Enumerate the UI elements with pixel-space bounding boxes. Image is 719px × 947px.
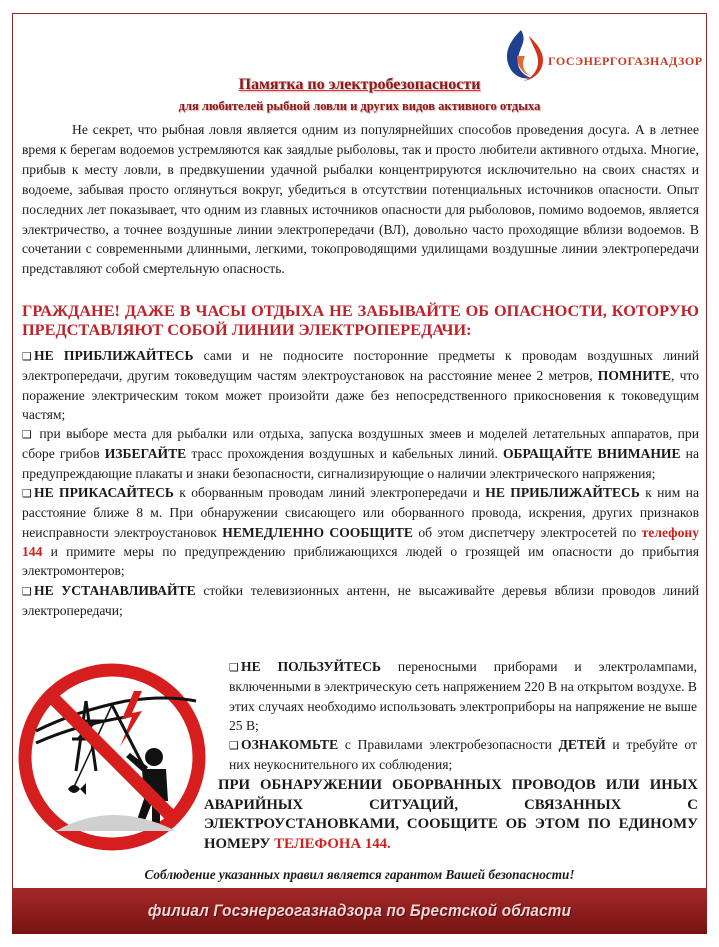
rule-item-antennas — [22, 581, 699, 621]
phone-number: телефону 144 — [22, 524, 699, 559]
rule-keyword: ОБРАЩАЙТЕ ВНИМАНИЕ — [502, 446, 681, 462]
rule-keyword: НЕ ПРИБЛИЖАЙТЕСЬ — [34, 348, 194, 363]
rule-item-children — [229, 735, 697, 775]
rule-keyword: ПОМНИТЕ — [597, 368, 672, 384]
rule-item-approach — [22, 346, 699, 424]
checkbox-bullet-icon: ❑ — [22, 487, 32, 501]
rule-item-touch — [22, 483, 699, 580]
rule-keyword: ОЗНАКОМЬТЕ — [241, 737, 339, 753]
rule-keyword: НЕ УСТАНАВЛИВАЙТЕ — [34, 582, 196, 598]
rule-text: к ним на расстояние ближе 8 м. При обнаружении свисающего или оборванного провода, искрения, других признаков неисправности электроустановок — [22, 485, 699, 540]
rule-text: стойки телевизионных антенн, не высаживайте деревья вблизи проводов линий электропередачи; — [22, 582, 699, 618]
rule-text: на предупреждающие плакаты и знаки безопасности, сигнализирующие о наличии электрического напряжения; — [22, 446, 699, 481]
rule-item-avoid — [22, 424, 699, 483]
rule-text: сами и не подносите посторонние предметы к проводам воздушных линий электропередачи, другим токоведущим частям электроустановок на расстояние менее 2 метров, — [22, 348, 699, 384]
rule-text: к оборванным проводам линий электропередачи и — [173, 485, 486, 501]
emergency-notice-text: ПРИ ОБНАРУЖЕНИИ ОБОРВАННЫХ ПРОВОДОВ ИЛИ ИНЫХ АВАРИЙНЫХ СИТУАЦИЙ, СВЯЗАННЫХ С ЭЛЕКТРОУСТАНОВКАМИ, СООБЩИТЕ ОБ ЭТОМ ПО ЕДИНОМУ НОМЕРУ — [204, 777, 698, 852]
rule-text: переносными приборами и электролампами, включенными в электрическую сеть напряжением 220 В на открытом воздухе. В этих случаях необходимо использовать электроприборы на напряжение не выше 25 В; — [229, 659, 698, 733]
safety-guarantee-note: Соблюдение указанных правил является гарантом Вашей безопасности! — [144, 867, 575, 882]
rule-keyword: ДЕТЕЙ — [558, 737, 606, 753]
document-title: Памятка по электробезопасности — [238, 76, 481, 93]
checkbox-bullet-icon: ❑ — [229, 739, 239, 753]
rule-item-devices — [229, 657, 697, 735]
checkbox-bullet-icon: ❑ — [22, 350, 32, 363]
rule-text: и примите меры по предупреждению приближающихся людей о грозящей им опасности до прибытия электромонтеров; — [22, 543, 699, 579]
rule-text: трасс прохождения воздушных и кабельных линий. — [186, 446, 503, 462]
rule-text: , что поражение электрическим током может произойти даже без непосредственного прикосновения к токоведущим частям; — [22, 368, 699, 422]
intro-paragraph: Не секрет, что рыбная ловля является одним из популярнейших способов проведения досуга. А в летнее время к берегам водоемов устремляются как заядлые рыболовы, так и просто любители активного отдыха. Многие, прибыв к месту ловли, в предвкушении удачной рыбалки концентрируются исключительно на своих снастях и водоеме, забывая просто оглянуться вокруг, убедиться в отсутствии потенциальных источников опасности. Опыт последних лет показывает, что одним из главных источников опасности для рыболовов, помимо водоемов, является электричество, а точнее воздушные линии электропередачи (ВЛ), довольно часто проходящие вблизи водоемов. В сочетании с современными длинными, легкими, токопроводящими удилищами воздушные линии электропередачи представляют собой смертельную опасность. — [22, 122, 699, 277]
document-subtitle: для любителей рыбной ловли и других видов активного отдыха — [178, 99, 541, 113]
rules-list-continued — [229, 657, 697, 775]
rule-keyword: НЕ ПОЛЬЗУЙТЕСЬ — [241, 659, 381, 674]
rule-keyword: НЕ ПРИБЛИЖАЙТЕСЬ — [485, 485, 640, 501]
checkbox-bullet-icon: ❑ — [22, 584, 32, 598]
rule-text: и требуйте от них неукоснительного их соблюдения; — [229, 737, 697, 773]
checkbox-bullet-icon: ❑ — [229, 661, 239, 674]
rule-keyword: НЕМЕДЛЕННО СООБЩИТЕ — [222, 524, 413, 540]
rule-keyword: ИЗБЕГАЙТЕ — [104, 446, 187, 462]
emergency-phone: ТЕЛЕФОНА 144. — [274, 835, 391, 852]
checkbox-bullet-icon: ❑ — [22, 428, 32, 442]
citizens-warning: ГРАЖДАНЕ! ДАЖЕ В ЧАСЫ ОТДЫХА НЕ ЗАБЫВАЙТЕ ОБ ОПАСНОСТИ, КОТОРУЮ ПРЕДСТАВЛЯЮТ СОБОЙ ЛИНИИ ЭЛЕКТРОПЕРЕДАЧИ: — [22, 301, 699, 339]
rule-text: при выборе места для рыбалки или отдыха, запуска воздушных змеев и моделей летательных аппаратов, при сборе грибов — [22, 426, 699, 462]
logo-org-name: ГОСЭНЕРГОГАЗНАДЗОР — [548, 54, 703, 68]
rule-text: с Правилами электробезопасности — [338, 737, 559, 753]
no-fishing-near-power-lines-sign-icon — [16, 661, 208, 853]
footer-band — [12, 888, 707, 934]
branch-name: филиал Госэнергогазнадзора по Брестской области — [147, 901, 572, 920]
rule-keyword: НЕ ПРИКАСАЙТЕСЬ — [34, 485, 174, 501]
rules-list — [22, 346, 699, 620]
emergency-notice — [204, 776, 698, 854]
rule-text: об этом диспетчеру электросетей по — [412, 524, 642, 540]
